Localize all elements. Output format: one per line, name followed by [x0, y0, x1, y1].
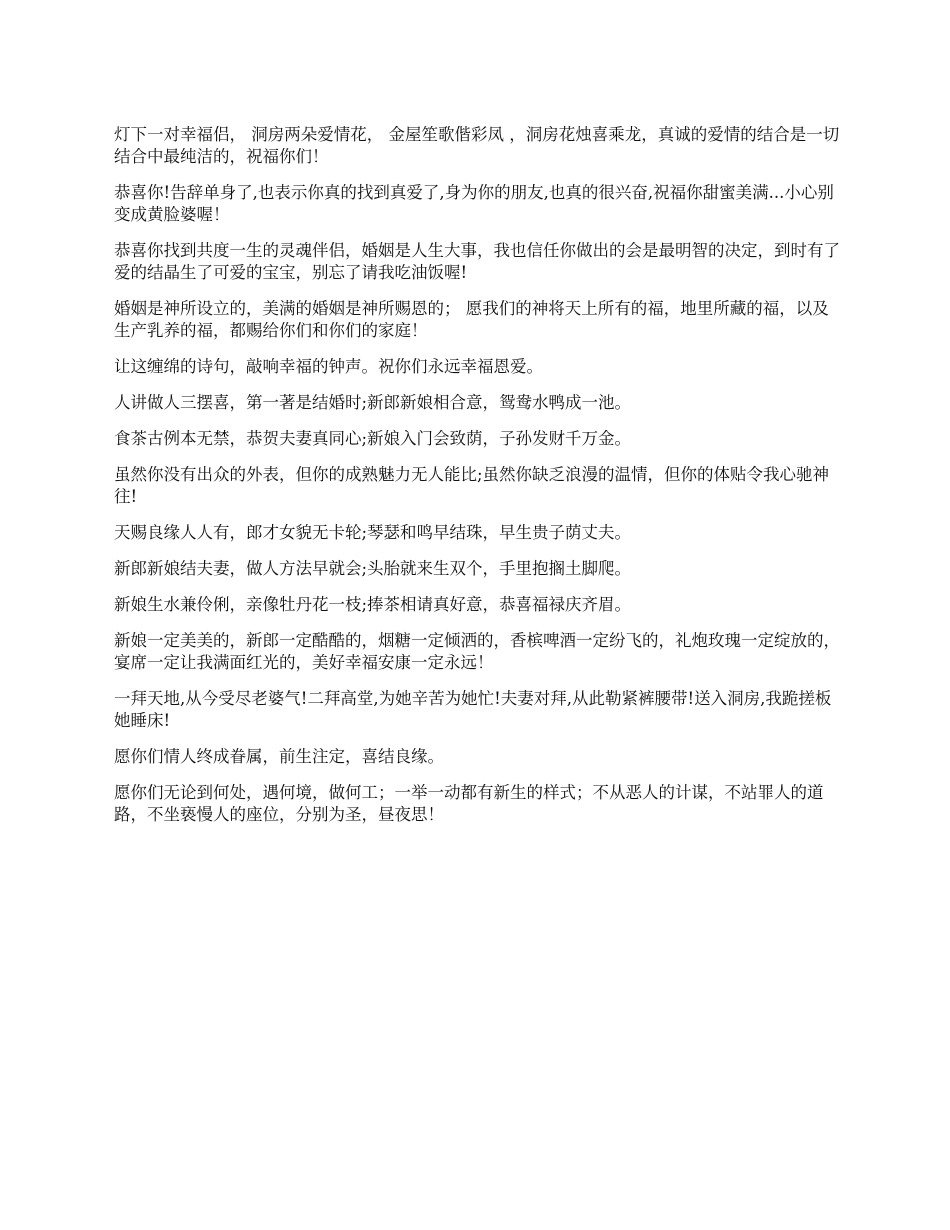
document-body — [114, 124, 840, 840]
paragraph: 恭喜你!告辞单身了,也表示你真的找到真爱了,身为你的朋友,也真的很兴奋,祝福你甜蜜美满...小心别变成黄脸婆喔！ — [114, 183, 834, 224]
paragraph: 让这缠绵的诗句，敲响幸福的钟声。祝你们永远幸福恩爱。 — [114, 357, 543, 376]
paragraph: 新郎新娘结夫妻，做人方法早就会;头胎就来生双个，手里抱搁土脚爬。 — [114, 559, 632, 578]
paragraph: 虽然你没有出众的外表，但你的成熟魅力无人能比;虽然你缺乏浪漫的温情，但你的体贴令我心驰神往! — [114, 465, 830, 506]
paragraph: 灯下一对幸福侣， 洞房两朵爱情花， 金屋笙歌偕彩凤 ，洞房花烛喜乘龙，真诚的爱情的结合是一切结合中最纯洁的，祝福你们！ — [114, 125, 840, 166]
paragraph: 人讲做人三摆喜，第一著是结婚时;新郎新娘相合意，鸳鸯水鸭成一池。 — [114, 393, 632, 412]
paragraph: 食茶古例本无禁，恭贺夫妻真同心;新娘入门会致荫，子孙发财千万金。 — [114, 429, 632, 448]
paragraph: 婚姻是神所设立的，美满的婚姻是神所赐恩的； 愿我们的神将天上所有的福，地里所藏的福，以及生产乳养的福，都赐给你们和你们的家庭！ — [114, 299, 829, 340]
paragraph: 愿你们无论到何处，遇何境，做何工；一举一动都有新生的样式；不从恶人的计谋，不站罪人的道路，不坐亵慢人的座位，分别为圣，昼夜思！ — [114, 783, 824, 824]
paragraph: 天赐良缘人人有，郎才女貌无卡轮;琴瑟和鸣早结珠，早生贵子荫丈夫。 — [114, 523, 632, 542]
paragraph: 愿你们情人终成眷属，前生注定，喜结良缘。 — [114, 747, 444, 766]
paragraph: 一拜天地,从今受尽老婆气!二拜高堂,为她辛苦为她忙!夫妻对拜,从此勒紧裤腰带!送入洞房,我跪搓板她睡床! — [114, 689, 832, 730]
paragraph: 新娘生水兼伶俐，亲像牡丹花一枝;捧茶相请真好意，恭喜福禄庆齐眉。 — [114, 595, 632, 614]
paragraph: 恭喜你找到共度一生的灵魂伴侣，婚姻是人生大事，我也信任你做出的会是最明智的决定，到时有了爱的结晶生了可爱的宝宝，别忘了请我吃油饭喔! — [114, 241, 840, 282]
paragraph: 新娘一定美美的，新郎一定酷酷的，烟糖一定倾洒的，香槟啤酒一定纷飞的，礼炮玫瑰一定绽放的，宴席一定让我满面红光的，美好幸福安康一定永远！ — [114, 631, 840, 672]
